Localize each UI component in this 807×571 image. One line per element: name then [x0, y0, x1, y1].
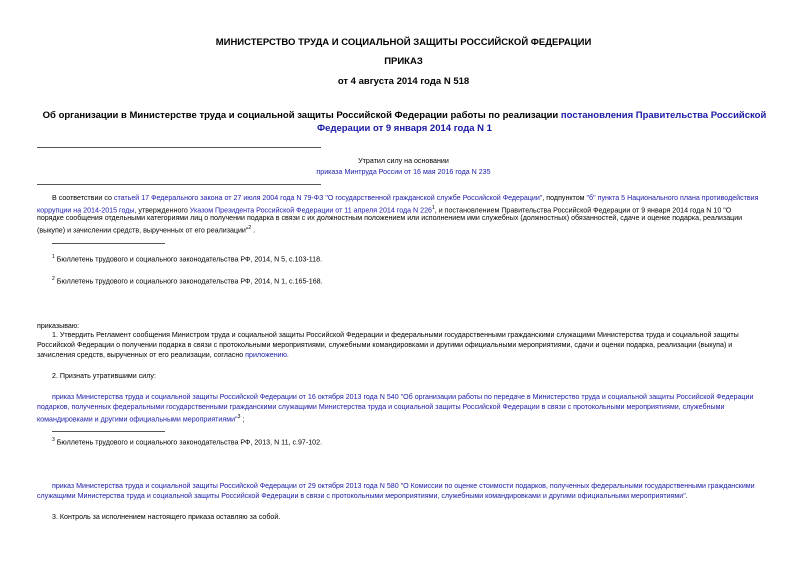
appendix-link[interactable]: приложению [245, 351, 287, 359]
divider-line [37, 147, 321, 148]
paragraph-2: 2. Признать утратившими силу: [52, 372, 156, 380]
paragraph-1-line: Российской Федерации о получении подарка в связи с протокольными мероприятиями, служебными командировками и другими официальными мероприятиями, сдачи и оценки подарка, реализации (выкупа) и [37, 341, 733, 349]
preamble-line: коррупции на 2014-2015 годы, утвержденного Указом Президента Российской Федерации от 11 апреля 2014 года N $226^1$, и постановлением Правительства Российской Федерации от 9 января 2014 года N 10 "О [37, 205, 732, 215]
national-plan-link[interactable]: "б" пункта 5 Национального плана противодействия [586, 194, 759, 202]
date-number-heading: от 4 августа 2014 года N 518 [337, 76, 470, 87]
repealed-order-540-link[interactable]: приказ Министерства труда и социальной защиты Российской Федерации от 16 октября 2013 года N 540 "Об организации работы по передаче в Министерство труда и социальной защиты Российской Федерации [52, 393, 754, 401]
title-text: Об организации в Министерстве труда и социальной защиты Российской Федерации работы по реализации [42, 110, 561, 121]
repealed-order-580-link-cont: служащими Министерства труда и социальной защиты Российской Федерации в связи с протокольными мероприятиями, служебными командировками и другими официальными мероприятиями". [37, 492, 688, 500]
paragraph-1-line: зачисления средств, вырученных от его реализации, согласно приложению. [37, 351, 289, 359]
footnote-divider [52, 243, 165, 244]
law-article-link[interactable]: статьей 17 Федерального закона от 27 июля 2004 года N 79-ФЗ "О государственной гражданской службе Российской Федерации" [113, 194, 543, 202]
status-repeal-link[interactable]: приказа Минтруда России от 16 мая 2016 года N 235 [316, 168, 491, 176]
paragraph-1-line: 1. Утвердить Регламент сообщения Министром труда и социальной защиты Российской Федерации и федеральными государственными гражданскими служащими Министерства труда и социальной защиты [52, 331, 739, 339]
status-text: Утратил силу на основании [358, 157, 449, 165]
divider-line [37, 184, 321, 185]
title-decree-link-cont[interactable]: Федерации от 9 января 2014 года N 1 [317, 123, 492, 134]
repealed-order-540-link-end: командировками и другими официальными мероприятиями"$^3$ ; [37, 414, 245, 424]
title-decree-link[interactable]: постановления Правительства Российской [560, 110, 767, 121]
paragraph-3: 3. Контроль за исполнением настоящего приказа оставляю за собой. [52, 513, 281, 521]
repealed-order-540-link-cont[interactable]: подарков, полученных федеральными государственными гражданскими служащими Министерства труда и социальной защиты Российской Федерации в связи с протокольными мероприятиями, служебными [37, 403, 725, 411]
preamble-line: (выкупе) и зачислении средств, вырученных от его реализации"$^2$ . [37, 225, 256, 235]
document-title [37, 109, 772, 135]
repealed-order-580-link[interactable]: приказ Министерства труда и социальной защиты Российской Федерации от 29 октября 2013 года N 580 "О Комиссии по оценке стоимости подарков, полученных федеральными государственными гражданскими [52, 482, 755, 490]
ministry-heading: МИНИСТЕРСТВО ТРУДА И СОЦИАЛЬНОЙ ЗАЩИТЫ РОССИЙСКОЙ ФЕДЕРАЦИИ [215, 37, 592, 48]
footnote-divider [52, 431, 165, 432]
national-plan-link-cont[interactable]: коррупции на 2014-2015 годы [37, 206, 135, 215]
footnote-1: $^1$ Бюллетень трудового и социального законодательства РФ, 2014, N 5, с.103-118. [52, 254, 323, 264]
order-word: приказываю: [37, 322, 80, 330]
footnote-3: $^3$ Бюллетень трудового и социального законодательства РФ, 2013, N 11, с.97-102. [52, 437, 323, 447]
preamble-line: порядке сообщения отдельными категориями лиц о получении подарка в связи с их должностным положением или исполнением ими служебных (должностных) обязанностей, сдаче и оценке подарка, реализации [37, 214, 743, 222]
footnote-2: $^2$ Бюллетень трудового и социального законодательства РФ, 2014, N 1, с.165-168. [52, 276, 323, 286]
preamble-line: В соответствии со статьей 17 Федерального закона от 27 июля 2004 года N 79-ФЗ "О государственной гражданской службе Российской Федерации", подпунктом "б" пункта 5 Национального плана противодействия [52, 194, 759, 202]
doc-type-heading: ПРИКАЗ [384, 56, 423, 67]
presidential-decree-link[interactable]: Указом Президента Российской Федерации от 11 апреля 2014 года N 226 [189, 206, 432, 215]
